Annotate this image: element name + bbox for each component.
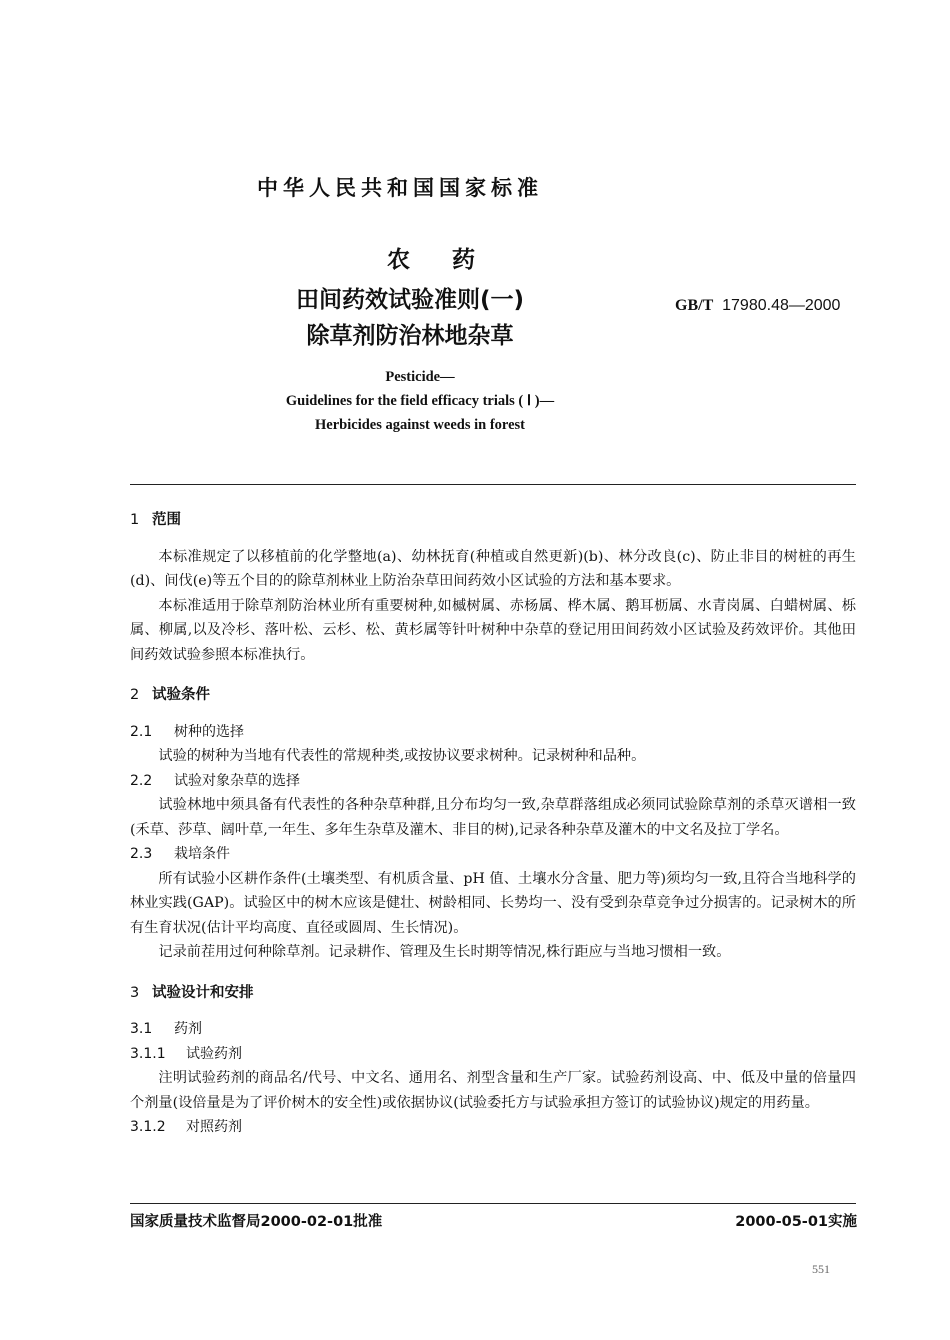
section-number: 2	[130, 687, 140, 703]
subsection-number: 3.1.2	[130, 1119, 166, 1135]
section-2-3-heading	[130, 842, 856, 867]
subsection-number: 3.1	[130, 1021, 153, 1037]
subsection-number: 2.1	[130, 723, 153, 740]
page-number: 551	[812, 1262, 830, 1276]
title-en-line2: Guidelines for the field efficacy trials ( Ⅰ )—	[285, 393, 555, 409]
subsection-title: 对照药剂	[186, 1119, 242, 1135]
approval-date: 国家质量技术监督局2000-02-01批准	[130, 1214, 383, 1230]
subsection-title: 树种的选择	[174, 723, 244, 740]
section-2-3-paragraph-1: 所有试验小区耕作条件(土壤类型、有机质含量、pH 值、土壤水分含量、肥力等)须均匀一致,且符合当地科学的林业实践(GAP)。试验区中的树木应该是健壮、树龄相同、长势均一、没有受到杂草竞争过分损害的。记录树木的所有生育状况(估计平均高度、直径或圆周、生长情况)。	[130, 870, 856, 936]
subsection-title: 栽培条件	[174, 846, 230, 862]
document-body	[130, 508, 856, 1140]
section-3-1-1-heading	[130, 1042, 856, 1067]
subsection-number: 3.1.1	[130, 1045, 166, 1062]
section-1-paragraph-2: 本标准适用于除草剂防治林业所有重要树种,如槭树属、赤杨属、桦木属、鹅耳枥属、水青岗属、白蜡树属、栎属、柳属,以及冷杉、落叶松、云杉、松、黄杉属等针叶树种中杂草的登记用田间药效小区试验及药效评价。其他田间药效试验参照本标准执行。	[130, 597, 856, 663]
footer-divider	[130, 1203, 856, 1204]
title-en-line1: Pesticide—	[385, 369, 455, 385]
section-number: 3	[130, 984, 140, 1001]
subsection-title: 试验对象杂草的选择	[174, 772, 300, 789]
section-3-1-heading	[130, 1017, 856, 1042]
section-3-heading	[130, 981, 856, 1006]
section-1-heading	[130, 508, 856, 533]
implementation-date: 2000-05-01实施	[735, 1214, 857, 1230]
subsection-title: 药剂	[174, 1021, 202, 1037]
standard-code: GB/T	[675, 297, 714, 314]
section-3-1-1-paragraph: 注明试验药剂的商品名/代号、中文名、通用名、剂型含量和生产厂家。试验药剂设高、中、低及中量的倍量四个剂量(设倍量是为了评价树木的安全性)或依据协议(试验委托方与试验承担方签订的试验协议)规定的用药量。	[130, 1070, 856, 1111]
section-2-heading	[130, 683, 856, 708]
standard-number-value: 17980.48—2000	[722, 297, 841, 314]
title-cn-line1: 农药	[387, 247, 517, 273]
title-en-line3: Herbicides against weeds in forest	[315, 417, 525, 433]
section-number: 1	[130, 512, 140, 528]
section-1-paragraph-1: 本标准规定了以移植前的化学整地(a)、幼林抚育(种植或自然更新)(b)、林分改良(c)、防止非目的树桩的再生(d)、间伐(e)等五个目的的除草剂林业上防治杂草田间药效小区试验的方法和基本要求。	[130, 548, 856, 589]
section-2-2-paragraph: 试验林地中须具备有代表性的各种杂草种群,且分布均匀一致,杂草群落组成必须同试验除草剂的杀草灭谱相一致(禾草、莎草、阔叶草,一年生、多年生杂草及灌木、非目的树),记录各种杂草及灌木的中文名及拉丁学名。	[130, 797, 856, 838]
subsection-title: 试验药剂	[186, 1045, 242, 1062]
title-cn-line2: 田间药效试验准则(一)	[295, 287, 525, 313]
subsection-number: 2.2	[130, 772, 153, 789]
section-title: 试验设计和安排	[152, 984, 254, 1001]
section-2-1-heading	[130, 720, 856, 745]
section-3-1-2-heading	[130, 1115, 856, 1140]
national-standard-heading: 中华人民共和国国家标准	[257, 176, 543, 200]
section-2-2-heading	[130, 769, 856, 794]
section-title: 试验条件	[152, 687, 210, 703]
section-2-3-paragraph-2: 记录前茬用过何种除草剂。记录耕作、管理及生长时期等情况,株行距应与当地习惯相一致。	[158, 944, 731, 960]
header-divider	[130, 484, 856, 485]
standard-number	[675, 297, 840, 315]
section-2-1-paragraph: 试验的树种为当地有代表性的常规种类,或按协议要求树种。记录树种和品种。	[158, 748, 646, 764]
section-title: 范围	[152, 512, 181, 528]
title-cn-line3: 除草剂防治林地杂草	[306, 323, 514, 349]
subsection-number: 2.3	[130, 846, 153, 862]
